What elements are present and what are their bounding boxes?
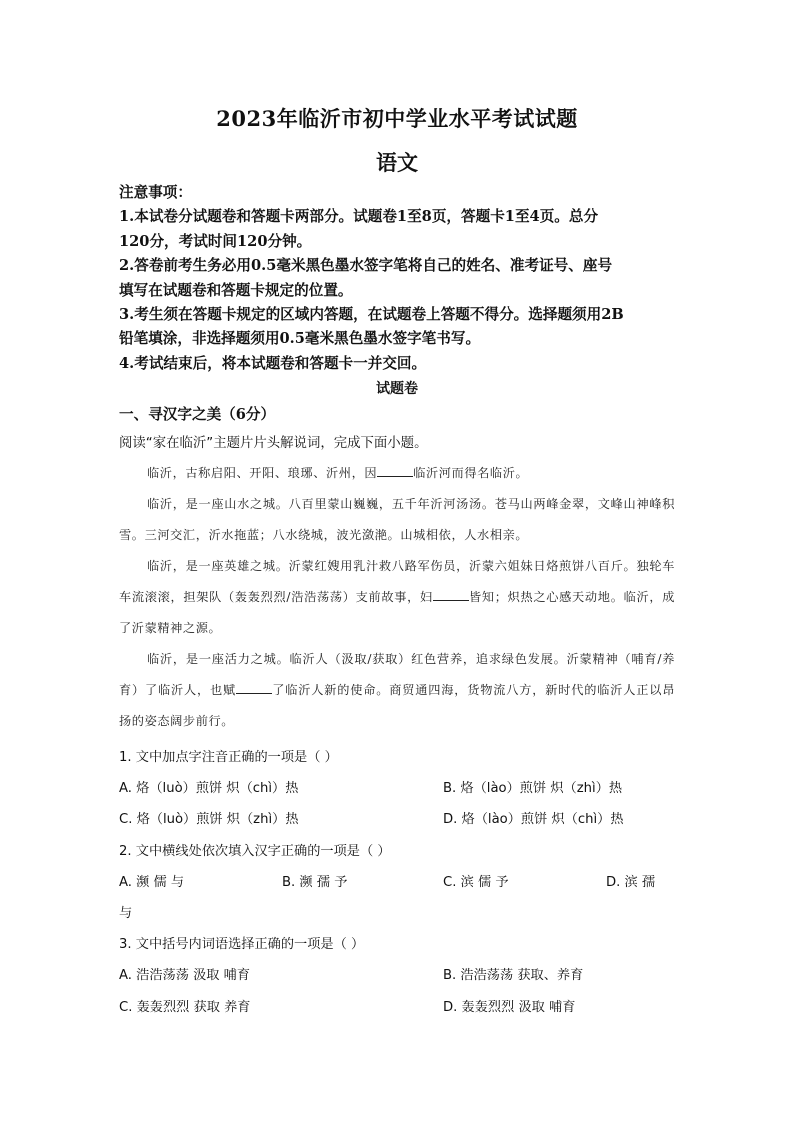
passage-paragraph: 临沂，是一座活力之城。临沂人（汲取/获取）红色营养，追求绿色发展。沂蒙精神（哺育/养育）了临沂人，也赋 了临沂人新的使命。商贸通四海，货物流八方，新时代的临沂人正以昂扬的姿态阔步前行。 — [119, 652, 675, 728]
notes-line: 120分，考试时间120分钟。 — [119, 232, 312, 250]
reading-passage — [119, 458, 675, 737]
notes-heading: 注意事项： — [119, 184, 192, 201]
option-a: A. 濒 儒 与 — [119, 875, 185, 890]
notes-line: 2.答卷前考生务必用0.5毫米黑色墨水签字笔将自己的姓名、准考证号、座号 — [119, 257, 613, 275]
question-stem: 3. 文中括号内词语选择正确的一项是（ ） — [119, 937, 365, 952]
fill-blank — [236, 681, 272, 694]
notes-block — [119, 181, 679, 376]
option-b: B. 烙（lào）煎饼 炽（zhì）热 — [443, 781, 623, 796]
option-a: A. 浩浩荡荡 汲取 哺育 — [119, 968, 251, 983]
question-stem: 1. 文中加点字注音正确的一项是（ ） — [119, 750, 338, 765]
passage-paragraph: 临沂，是一座山水之城。八百里蒙山巍巍，五千年沂河汤汤。苍马山两峰金翠，文峰山神峰积雪。三河交汇，沂水拖蓝；八水绕城，波光潋滟。山城相依，人水相亲。 — [119, 497, 675, 542]
notes-line: 铅笔填涂，非选择题须用0.5毫米黑色墨水签字笔书写。 — [119, 330, 481, 348]
option-d-wrap: 与 — [119, 906, 133, 921]
passage-paragraph: 临沂，古称启阳、开阳、琅琊、沂州，因 临沂河而得名临沂。 — [147, 466, 529, 480]
subject-title: 语文 — [376, 150, 418, 175]
option-c: C. 滨 儒 予 — [443, 875, 509, 890]
question-stem: 2. 文中横线处依次填入汉字正确的一项是（ ） — [119, 844, 391, 859]
option-b: B. 浩浩荡荡 获取、养育 — [443, 968, 584, 983]
fill-blank — [433, 588, 469, 601]
reading-instruction: 阅读“家在临沂”主题片片头解说词，完成下面小题。 — [119, 436, 428, 451]
exam-title: 2023年临沂市初中学业水平考试试题 — [216, 106, 578, 131]
notes-line: 4.考试结束后，将本试题卷和答题卡一并交回。 — [119, 354, 427, 372]
section-heading: 一、寻汉字之美（6分） — [119, 406, 276, 423]
notes-line: 1.本试卷分试题卷和答题卡两部分。试题卷1至8页，答题卡1至4页。总分 — [119, 208, 599, 226]
notes-line: 填写在试题卷和答题卡规定的位置。 — [119, 281, 353, 299]
option-b: B. 濒 孺 予 — [282, 875, 348, 890]
option-d: D. 烙（lào）煎饼 炽（chì）热 — [443, 812, 624, 827]
option-a: A. 烙（luò）煎饼 炽（chì）热 — [119, 781, 299, 796]
option-d: D. 轰轰烈烈 汲取 哺育 — [443, 1000, 576, 1015]
notes-line: 3.考生须在答题卡规定的区域内答题，在试题卷上答题不得分。选择题须用2B — [119, 306, 624, 324]
passage-paragraph: 临沂，是一座英雄之城。沂蒙红嫂用乳汁救八路军伤员，沂蒙六姐妹日烙煎饼八百斤。独轮车车流滚滚，担架队（轰轰烈烈/浩浩荡荡）支前故事，妇 皆知；炽热之心感天动地。临沂，成了沂蒙精神之源。 — [119, 559, 675, 635]
section-label: 试题卷 — [376, 381, 418, 397]
fill-blank — [377, 464, 413, 477]
option-c: C. 轰轰烈烈 获取 养育 — [119, 1000, 251, 1015]
option-d: D. 滨 孺 — [606, 875, 656, 890]
option-c: C. 烙（luò）煎饼 炽（zhì）热 — [119, 812, 299, 827]
